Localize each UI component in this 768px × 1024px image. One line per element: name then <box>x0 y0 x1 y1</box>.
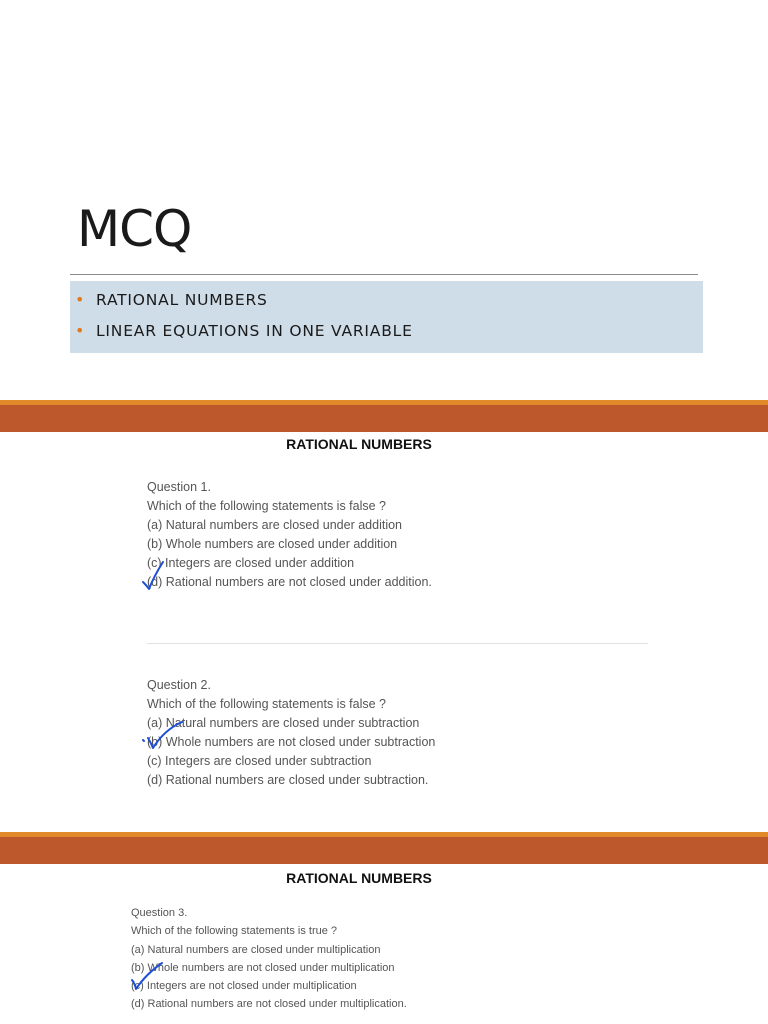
question-prompt: Which of the following statements is false ? <box>147 499 387 513</box>
option-a: (a) Natural numbers are closed under addition <box>147 518 402 532</box>
question-number: Question 2. <box>147 678 211 692</box>
option-b: (b) Whole numbers are closed under addition <box>147 537 398 551</box>
slide-header-bar <box>0 832 768 864</box>
title-slide <box>0 0 768 400</box>
section-heading: RATIONAL NUMBERS <box>286 436 432 452</box>
topic-list <box>70 281 703 353</box>
slide-header-bar <box>0 400 768 432</box>
option-d: (d) Rational numbers are closed under subtraction. <box>147 773 429 787</box>
bullet-icon: • <box>75 290 86 309</box>
question-number: Question 1. <box>147 480 211 494</box>
option-a: (a) Natural numbers are closed under multiplication <box>131 943 381 956</box>
topic-item <box>74 315 703 346</box>
topic-label: LINEAR EQUATIONS IN ONE VARIABLE <box>96 321 413 340</box>
question-1 <box>147 478 432 592</box>
check-icon <box>140 558 168 592</box>
question-divider <box>147 643 648 644</box>
check-icon <box>128 960 170 994</box>
topic-label: RATIONAL NUMBERS <box>96 290 268 309</box>
question-2 <box>147 676 435 790</box>
option-c: (c) Integers are closed under subtraction <box>147 754 372 768</box>
question-prompt: Which of the following statements is true ? <box>131 925 338 938</box>
slide-title: MCQ <box>77 200 192 258</box>
section-heading: RATIONAL NUMBERS <box>286 870 432 886</box>
question-prompt: Which of the following statements is false ? <box>147 697 387 711</box>
title-divider <box>70 274 698 275</box>
option-b: (b) Whole numbers are not closed under subtraction <box>147 735 436 749</box>
topic-item <box>74 284 703 315</box>
option-d: (d) Rational numbers are not closed under multiplication. <box>131 998 407 1011</box>
bullet-icon: • <box>75 321 86 340</box>
option-c: (c) Integers are closed under addition <box>147 556 355 570</box>
option-a: (a) Natural numbers are closed under subtraction <box>147 716 420 730</box>
option-d: (d) Rational numbers are not closed under addition. <box>147 575 432 589</box>
question-3 <box>131 904 407 1014</box>
question-number: Question 3. <box>131 907 188 919</box>
option-c: (c) Integers are not closed under multiplication <box>131 980 357 993</box>
option-b: (b) Whole numbers are not closed under multiplication <box>131 961 395 974</box>
check-icon <box>140 718 186 752</box>
